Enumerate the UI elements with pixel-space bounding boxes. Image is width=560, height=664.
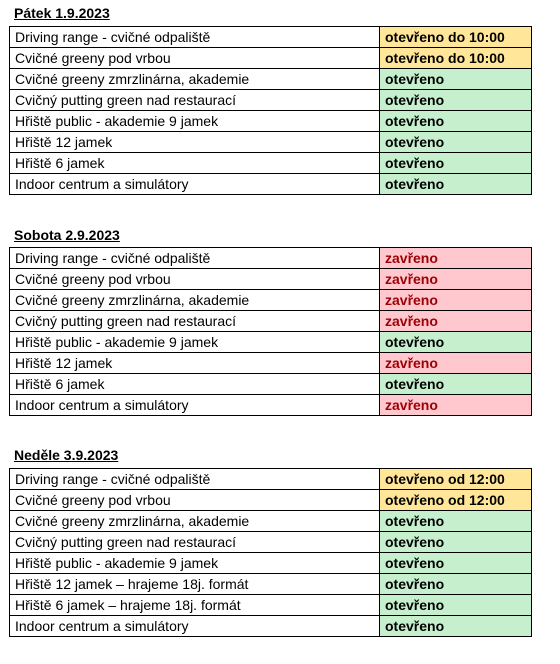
table-row — [10, 395, 532, 416]
status-cell: otevřeno — [380, 574, 532, 595]
facility-name: Hřiště public - akademie 9 jamek — [10, 111, 380, 132]
facility-name: Cvičný putting green nad restaurací — [10, 532, 380, 553]
table-row — [10, 48, 532, 69]
table-row — [10, 290, 532, 311]
table-row — [10, 132, 532, 153]
status-cell: zavřeno — [380, 395, 532, 416]
status-cell: otevřeno — [380, 532, 532, 553]
status-cell: otevřeno od 12:00 — [380, 469, 532, 490]
table-row — [10, 248, 532, 269]
day-title-friday: Pátek 1.9.2023 — [14, 5, 110, 21]
status-cell: zavřeno — [380, 248, 532, 269]
table-row — [10, 353, 532, 374]
status-cell: otevřeno od 12:00 — [380, 490, 532, 511]
schedule-table-sunday — [9, 468, 532, 637]
facility-name: Hřiště 6 jamek – hrajeme 18j. formát — [10, 595, 380, 616]
facility-name: Indoor centrum a simulátory — [10, 616, 380, 637]
status-cell: otevřeno — [380, 132, 532, 153]
table-row — [10, 595, 532, 616]
facility-name: Cvičné greeny zmrzlinárna, akademie — [10, 511, 380, 532]
status-cell: otevřeno do 10:00 — [380, 48, 532, 69]
status-cell: otevřeno — [380, 174, 532, 195]
status-cell: zavřeno — [380, 311, 532, 332]
table-row — [10, 311, 532, 332]
table-row — [10, 490, 532, 511]
facility-name: Hřiště 6 jamek — [10, 374, 380, 395]
status-cell: otevřeno — [380, 511, 532, 532]
facility-name: Hřiště 12 jamek — [10, 132, 380, 153]
status-cell: otevřeno — [380, 90, 532, 111]
schedule-table-friday — [9, 26, 532, 195]
facility-name: Driving range - cvičné odpaliště — [10, 469, 380, 490]
table-row — [10, 27, 532, 48]
status-cell: otevřeno — [380, 595, 532, 616]
facility-name: Hřiště 12 jamek – hrajeme 18j. formát — [10, 574, 380, 595]
table-row — [10, 616, 532, 637]
facility-name: Cvičný putting green nad restaurací — [10, 311, 380, 332]
table-row — [10, 90, 532, 111]
facility-name: Hřiště public - akademie 9 jamek — [10, 553, 380, 574]
facility-name: Indoor centrum a simulátory — [10, 174, 380, 195]
facility-name: Driving range - cvičné odpaliště — [10, 248, 380, 269]
facility-name: Indoor centrum a simulátory — [10, 395, 380, 416]
status-cell: otevřeno — [380, 69, 532, 90]
day-title-saturday: Sobota 2.9.2023 — [14, 227, 120, 243]
status-cell: otevřeno — [380, 111, 532, 132]
facility-name: Cvičné greeny pod vrbou — [10, 490, 380, 511]
status-cell: otevřeno — [380, 616, 532, 637]
status-cell: otevřeno — [380, 553, 532, 574]
facility-name: Cvičné greeny zmrzlinárna, akademie — [10, 69, 380, 90]
status-cell: zavřeno — [380, 290, 532, 311]
facility-name: Driving range - cvičné odpaliště — [10, 27, 380, 48]
table-row — [10, 553, 532, 574]
status-cell: otevřeno — [380, 374, 532, 395]
table-row — [10, 111, 532, 132]
facility-name: Cvičné greeny pod vrbou — [10, 48, 380, 69]
facility-name: Cvičný putting green nad restaurací — [10, 90, 380, 111]
status-cell: otevřeno do 10:00 — [380, 27, 532, 48]
facility-name: Cvičné greeny zmrzlinárna, akademie — [10, 290, 380, 311]
table-row — [10, 69, 532, 90]
status-cell: otevřeno — [380, 153, 532, 174]
table-row — [10, 511, 532, 532]
table-row — [10, 574, 532, 595]
facility-name: Cvičné greeny pod vrbou — [10, 269, 380, 290]
table-row — [10, 469, 532, 490]
facility-name: Hřiště public - akademie 9 jamek — [10, 332, 380, 353]
status-cell: otevřeno — [380, 332, 532, 353]
schedule-table-saturday — [9, 247, 532, 416]
table-row — [10, 332, 532, 353]
table-row — [10, 532, 532, 553]
table-row — [10, 269, 532, 290]
table-row — [10, 374, 532, 395]
day-title-sunday: Neděle 3.9.2023 — [14, 447, 119, 463]
table-row — [10, 153, 532, 174]
table-row — [10, 174, 532, 195]
facility-name: Hřiště 12 jamek — [10, 353, 380, 374]
facility-name: Hřiště 6 jamek — [10, 153, 380, 174]
status-cell: zavřeno — [380, 269, 532, 290]
status-cell: zavřeno — [380, 353, 532, 374]
